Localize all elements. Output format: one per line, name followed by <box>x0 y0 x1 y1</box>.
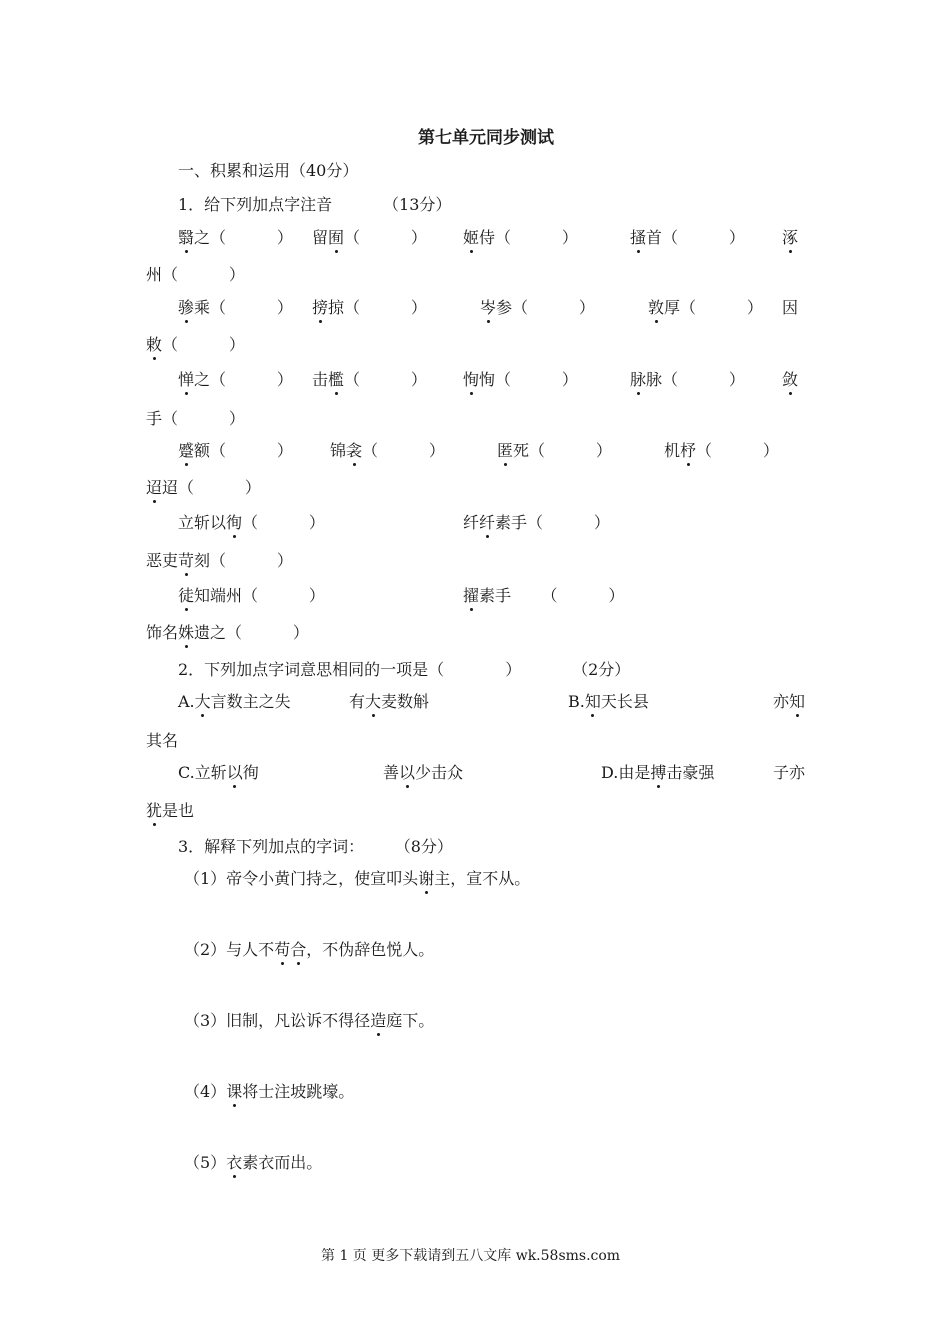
answer-blank[interactable]: （ ） <box>210 298 293 317</box>
answer-blank[interactable]: （ ） <box>344 228 427 247</box>
explain-item-1: （1）帝令小黄门持之，使宣叩头谢主，宣不从。 <box>184 869 531 888</box>
pinyin-item: 姬侍（ ） <box>463 228 578 247</box>
pinyin-item-wrap: 恶吏苛刻（ ） <box>146 551 293 570</box>
option-d-part1: D.由是搏击豪强 <box>601 763 715 782</box>
answer-blank[interactable]: （ ） <box>529 441 612 460</box>
answer-blank[interactable]: （ ） <box>362 441 445 460</box>
option-c-part1: C.立斩以徇 <box>178 763 259 782</box>
question-1-heading: 1．给下列加点字注音 （13分） <box>178 195 452 214</box>
pinyin-item-wrap: 州（ ） <box>146 265 245 284</box>
pinyin-item: 锦衾（ ） <box>330 441 445 460</box>
pinyin-item: 翳之（ ） <box>178 228 293 247</box>
pinyin-item: 机杼（ ） <box>664 441 779 460</box>
option-d-part2: 子亦 <box>773 763 806 782</box>
answer-blank[interactable]: （ ） <box>242 586 325 605</box>
answer-blank[interactable]: （ ） <box>178 478 261 497</box>
pinyin-item: 敦厚（ ） <box>648 298 763 317</box>
answer-blank[interactable]: （ ） <box>162 265 245 284</box>
explain-item-5: （5）衣素衣而出。 <box>184 1153 323 1172</box>
answer-blank[interactable]: （ ） <box>226 623 309 642</box>
option-c-part2: 善以少击众 <box>383 763 464 782</box>
pinyin-item: 敛 <box>782 370 799 389</box>
pinyin-item: 惮之（ ） <box>178 370 293 389</box>
pinyin-item: 涿 <box>782 228 799 247</box>
pinyin-item: 搒掠（ ） <box>312 298 427 317</box>
pinyin-item: 匿死（ ） <box>497 441 612 460</box>
explain-item-2: （2）与人不苟合，不伪辞色悦人。 <box>184 940 435 959</box>
option-b-part1: B.知天长县 <box>568 692 649 711</box>
pinyin-item: 蹙额（ ） <box>178 441 293 460</box>
answer-blank[interactable]: （ ） <box>512 298 595 317</box>
answer-blank[interactable]: （ ） <box>344 370 427 389</box>
question-3-heading: 3．解释下列加点的字词： （8分） <box>178 837 453 856</box>
pinyin-item: 脉脉（ ） <box>630 370 745 389</box>
option-d-part3: 犹是也 <box>146 801 195 820</box>
explain-item-3: （3）旧制，凡讼诉不得径造庭下。 <box>184 1011 435 1030</box>
option-a-part2: 有大麦数斛 <box>349 692 430 711</box>
pinyin-item: 岑参（ ） <box>480 298 595 317</box>
answer-blank[interactable]: （ ） <box>662 370 745 389</box>
answer-blank[interactable]: （ ） <box>344 298 427 317</box>
option-b-part2: 亦知 <box>773 692 806 711</box>
question-2-heading: 2．下列加点字词意思相同的一项是（ ） （2分） <box>178 660 631 679</box>
answer-blank[interactable]: （ ） <box>162 409 245 428</box>
pinyin-item-wrap: 手（ ） <box>146 409 245 428</box>
pinyin-item: 搔首（ ） <box>630 228 745 247</box>
pinyin-item: 立斩以徇（ ） <box>178 513 325 532</box>
answer-blank[interactable]: （ ） <box>242 513 325 532</box>
pinyin-item-wrap: 敕（ ） <box>146 335 245 354</box>
pinyin-item: 骖乘（ ） <box>178 298 293 317</box>
option-a-part1: A.大言数主之失 <box>178 692 291 711</box>
page-title: 第七单元同步测试 <box>418 128 554 148</box>
pinyin-item: 纤纤素手（ ） <box>463 513 610 532</box>
answer-blank[interactable]: （ ） <box>210 370 293 389</box>
answer-blank[interactable]: （ ） <box>527 513 610 532</box>
answer-blank[interactable] <box>444 660 505 679</box>
pinyin-item-wrap: 饰名姝遗之（ ） <box>146 623 309 642</box>
explain-item-4: （4）课将士注坡跳壕。 <box>184 1082 355 1101</box>
option-b-part3: 其名 <box>146 731 179 750</box>
pinyin-item: 留囿（ ） <box>312 228 427 247</box>
pinyin-item: 恂恂（ ） <box>463 370 578 389</box>
answer-blank[interactable]: （ ） <box>680 298 763 317</box>
answer-blank[interactable]: （ ） <box>210 228 293 247</box>
pinyin-item: 擢素手 （ ） <box>463 586 625 605</box>
page-footer: 第 1 页 更多下载请到五八文库 wk.58sms.com <box>321 1248 621 1264</box>
pinyin-item-wrap: 迢迢（ ） <box>146 478 261 497</box>
answer-blank[interactable]: （ ） <box>696 441 779 460</box>
answer-blank[interactable]: （ ） <box>210 551 293 570</box>
answer-blank[interactable]: （ ） <box>210 441 293 460</box>
answer-blank[interactable]: （ ） <box>495 228 578 247</box>
pinyin-item: 徒知端州（ ） <box>178 586 325 605</box>
pinyin-item: 击檻（ ） <box>312 370 427 389</box>
pinyin-item: 因 <box>782 298 799 317</box>
answer-blank[interactable]: （ ） <box>541 586 625 605</box>
section-heading: 一、积累和运用（40分） <box>178 161 359 180</box>
answer-blank[interactable]: （ ） <box>662 228 745 247</box>
answer-blank[interactable]: （ ） <box>495 370 578 389</box>
answer-blank[interactable]: （ ） <box>162 335 245 354</box>
